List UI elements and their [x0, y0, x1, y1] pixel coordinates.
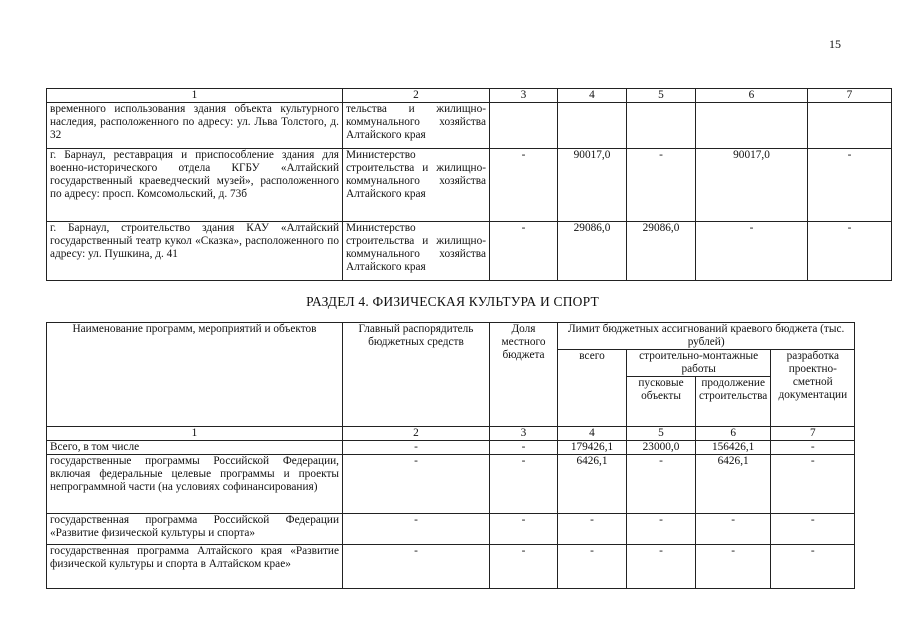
startup-objects: - [627, 514, 696, 545]
local-share: - [490, 149, 558, 222]
object-name: г. Барнаул, реставрация и приспособление здания для военно-исторического отдела КГБУ «Алтайский государственный краеведческий музей», расположенного по адресу: просп. Комсомольский, д. 73б [47, 149, 343, 222]
column-number: 4 [558, 427, 627, 441]
header-local-share: Доля местного бюджета [490, 323, 558, 427]
table-row [47, 514, 855, 545]
startup-objects: 23000,0 [627, 441, 696, 455]
table-continuation [46, 88, 892, 281]
column-number: 5 [627, 89, 696, 103]
section-title: РАЗДЕЛ 4. ФИЗИЧЕСКАЯ КУЛЬТУРА И СПОРТ [306, 294, 599, 309]
header-distributor: Главный распорядитель бюджетных средств [343, 323, 490, 427]
local-share [490, 103, 558, 149]
continued-construction: - [696, 545, 771, 589]
continued-construction: 90017,0 [696, 149, 808, 222]
column-number: 3 [490, 427, 558, 441]
continued-construction: 156426,1 [696, 441, 771, 455]
design-documentation [808, 103, 892, 149]
distributor: Министерство строительства и жилищно-коммунального хозяйства Алтайского края [343, 222, 490, 281]
startup-objects [627, 103, 696, 149]
continued-construction [696, 103, 808, 149]
table-row [47, 545, 855, 589]
local-share: - [490, 545, 558, 589]
distributor: Министерство строительства и жилищно-коммунального хозяйства Алтайского края [343, 149, 490, 222]
column-number: 6 [696, 427, 771, 441]
column-number: 6 [696, 89, 808, 103]
design-documentation: - [771, 441, 855, 455]
header-construction: строительно-монтажные работы [627, 350, 771, 377]
startup-objects: 29086,0 [627, 222, 696, 281]
program-name: государственная программа Алтайского края «Развитие физической культуры и спорта в Алтайском крае» [47, 545, 343, 589]
design-documentation: - [808, 149, 892, 222]
header-row [47, 323, 855, 350]
design-documentation: - [771, 545, 855, 589]
total: 29086,0 [558, 222, 627, 281]
column-number: 7 [771, 427, 855, 441]
header-name: Наименование программ, мероприятий и объектов [47, 323, 343, 427]
header-limit: Лимит бюджетных ассигнований краевого бюджета (тыс. рублей) [558, 323, 855, 350]
page-number: 15 [829, 37, 841, 51]
total: 6426,1 [558, 455, 627, 514]
distributor: - [343, 455, 490, 514]
header-design: разработка проектно-сметной документации [771, 350, 855, 427]
total [558, 103, 627, 149]
distributor: - [343, 514, 490, 545]
column-number: 1 [47, 89, 343, 103]
design-documentation: - [771, 514, 855, 545]
distributor: тельства и жилищно-коммунального хозяйства Алтайского края [343, 103, 490, 149]
table-row [47, 441, 855, 455]
object-name: г. Барнаул, строительство здания КАУ «Алтайский государственный театр кукол «Сказка», расположенного по адресу: ул. Пушкина, д. 41 [47, 222, 343, 281]
table-row [47, 455, 855, 514]
column-number: 3 [490, 89, 558, 103]
table-row [47, 149, 892, 222]
program-name: государственные программы Российской Федерации, включая федеральные целевые программы и проекты непрограммной части (на условиях софинансирования) [47, 455, 343, 514]
column-number: 5 [627, 427, 696, 441]
local-share: - [490, 222, 558, 281]
local-share: - [490, 455, 558, 514]
column-number-row [47, 427, 855, 441]
column-number: 1 [47, 427, 343, 441]
column-number: 7 [808, 89, 892, 103]
total: 90017,0 [558, 149, 627, 222]
column-number: 2 [343, 427, 490, 441]
object-name: временного использования здания объекта культурного наследия, расположенного по адресу: ул. Льва Толстого, д. 32 [47, 103, 343, 149]
column-number: 2 [343, 89, 490, 103]
design-documentation: - [808, 222, 892, 281]
total: 179426,1 [558, 441, 627, 455]
design-documentation: - [771, 455, 855, 514]
total: - [558, 545, 627, 589]
continued-construction: - [696, 514, 771, 545]
column-number: 4 [558, 89, 627, 103]
program-name: государственная программа Российской Федерации «Развитие физической культуры и спорта» [47, 514, 343, 545]
header-startup: пусковые объекты [627, 377, 696, 427]
header-total: всего [558, 350, 627, 427]
program-name: Всего, в том числе [47, 441, 343, 455]
table-section-4 [46, 322, 855, 589]
distributor: - [343, 545, 490, 589]
local-share: - [490, 514, 558, 545]
column-number-row [47, 89, 892, 103]
continued-construction: 6426,1 [696, 455, 771, 514]
startup-objects: - [627, 149, 696, 222]
startup-objects: - [627, 545, 696, 589]
distributor: - [343, 441, 490, 455]
table-row [47, 222, 892, 281]
startup-objects: - [627, 455, 696, 514]
total: - [558, 514, 627, 545]
local-share: - [490, 441, 558, 455]
table-row [47, 103, 892, 149]
header-continued: продолжение строительства [696, 377, 771, 427]
continued-construction: - [696, 222, 808, 281]
